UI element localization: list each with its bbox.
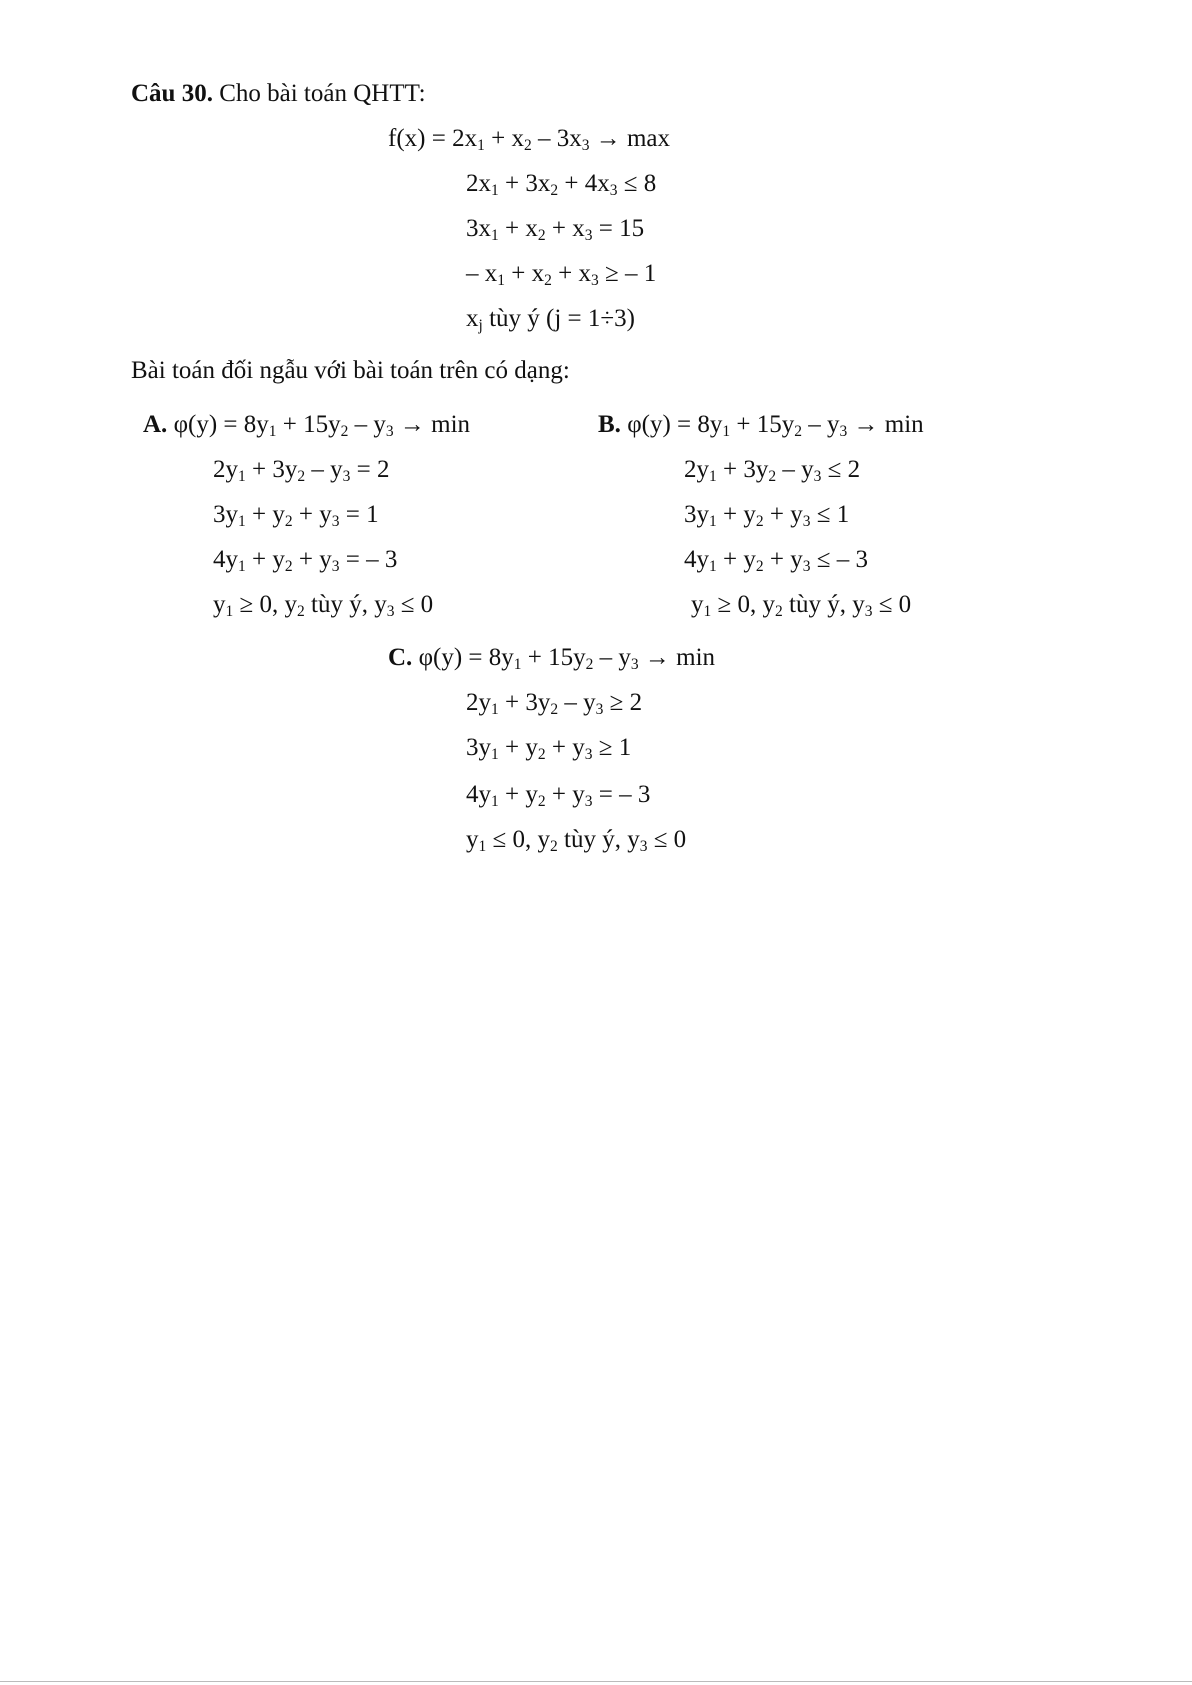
- primal-objective: $f(x) = 2x_1 + x_2 - 3x_3 \to \max$: [388, 125, 671, 154]
- option-c-label: C.: [388, 644, 413, 671]
- primal-constraint-3: – $x_1 + x_2 + x_3$ ≥ – 1: [466, 260, 657, 289]
- dual-prompt: Bài toán đối ngẫu với bài toán trên có dạng:: [131, 357, 570, 384]
- option-b-label: B.: [598, 411, 621, 438]
- option-a-label: A.: [143, 411, 168, 438]
- option-c-objective-line: [388, 643, 715, 673]
- option-c-variable-signs: $y_1 \le 0$, $y_2$ tùy ý, $y_3 \le 0$: [466, 826, 687, 855]
- option-a-variable-signs: $y_1 \ge 0$, $y_2$ tùy ý, $y_3 \le 0$: [213, 591, 434, 620]
- primal-constraint-2: $3x_1 + x_2 + x_3 = 15$: [466, 215, 645, 244]
- question-text: Cho bài toán QHTT:: [219, 80, 426, 107]
- page-bottom-rule: [0, 1681, 1192, 1682]
- option-c-constraint-2: $3y_1 + y_2 + y_3 \ge 1$: [466, 734, 632, 763]
- primal-variable-sign: $x_j$ tùy ý (j = 1÷3): [466, 305, 635, 334]
- option-b-objective: $\varphi(y) = 8y_1 + 15y_2 - y_3 \to \min$: [627, 411, 924, 440]
- option-a-constraint-2: $3y_1 + y_2 + y_3 = 1$: [213, 501, 379, 530]
- option-b-constraint-3: $4y_1 + y_2 + y_3$ ≤ – 3: [684, 546, 868, 575]
- option-a-objective: $\varphi(y) = 8y_1 + 15y_2 - y_3 \to \min$: [173, 411, 471, 440]
- option-a-constraint-3: $4y_1 + y_2 + y_3$ = – 3: [213, 546, 398, 575]
- option-b-constraint-1: $2y_1 + 3y_2 - y_3 \le 2$: [684, 456, 861, 485]
- question-label: Câu 30.: [131, 80, 213, 107]
- option-a-objective-line: [143, 410, 470, 440]
- option-c-constraint-1: $2y_1 + 3y_2 - y_3 \ge 2$: [466, 689, 643, 718]
- primal-constraint-1: $2x_1 + 3x_2 + 4x_3 \le 8$: [466, 170, 657, 199]
- question-header: [131, 79, 426, 109]
- option-b-variable-signs: $y_1 \ge 0$, $y_2$ tùy ý, $y_3 \le 0$: [691, 591, 912, 620]
- option-b-objective-line: [598, 410, 924, 440]
- option-c-constraint-3: $4y_1 + y_2 + y_3$ = – 3: [466, 781, 651, 810]
- option-a-constraint-1: $2y_1 + 3y_2 - y_3 = 2$: [213, 456, 390, 485]
- option-b-constraint-2: $3y_1 + y_2 + y_3 \le 1$: [684, 501, 850, 530]
- option-c-objective: $\varphi(y) = 8y_1 + 15y_2 - y_3 \to \min$: [418, 644, 716, 673]
